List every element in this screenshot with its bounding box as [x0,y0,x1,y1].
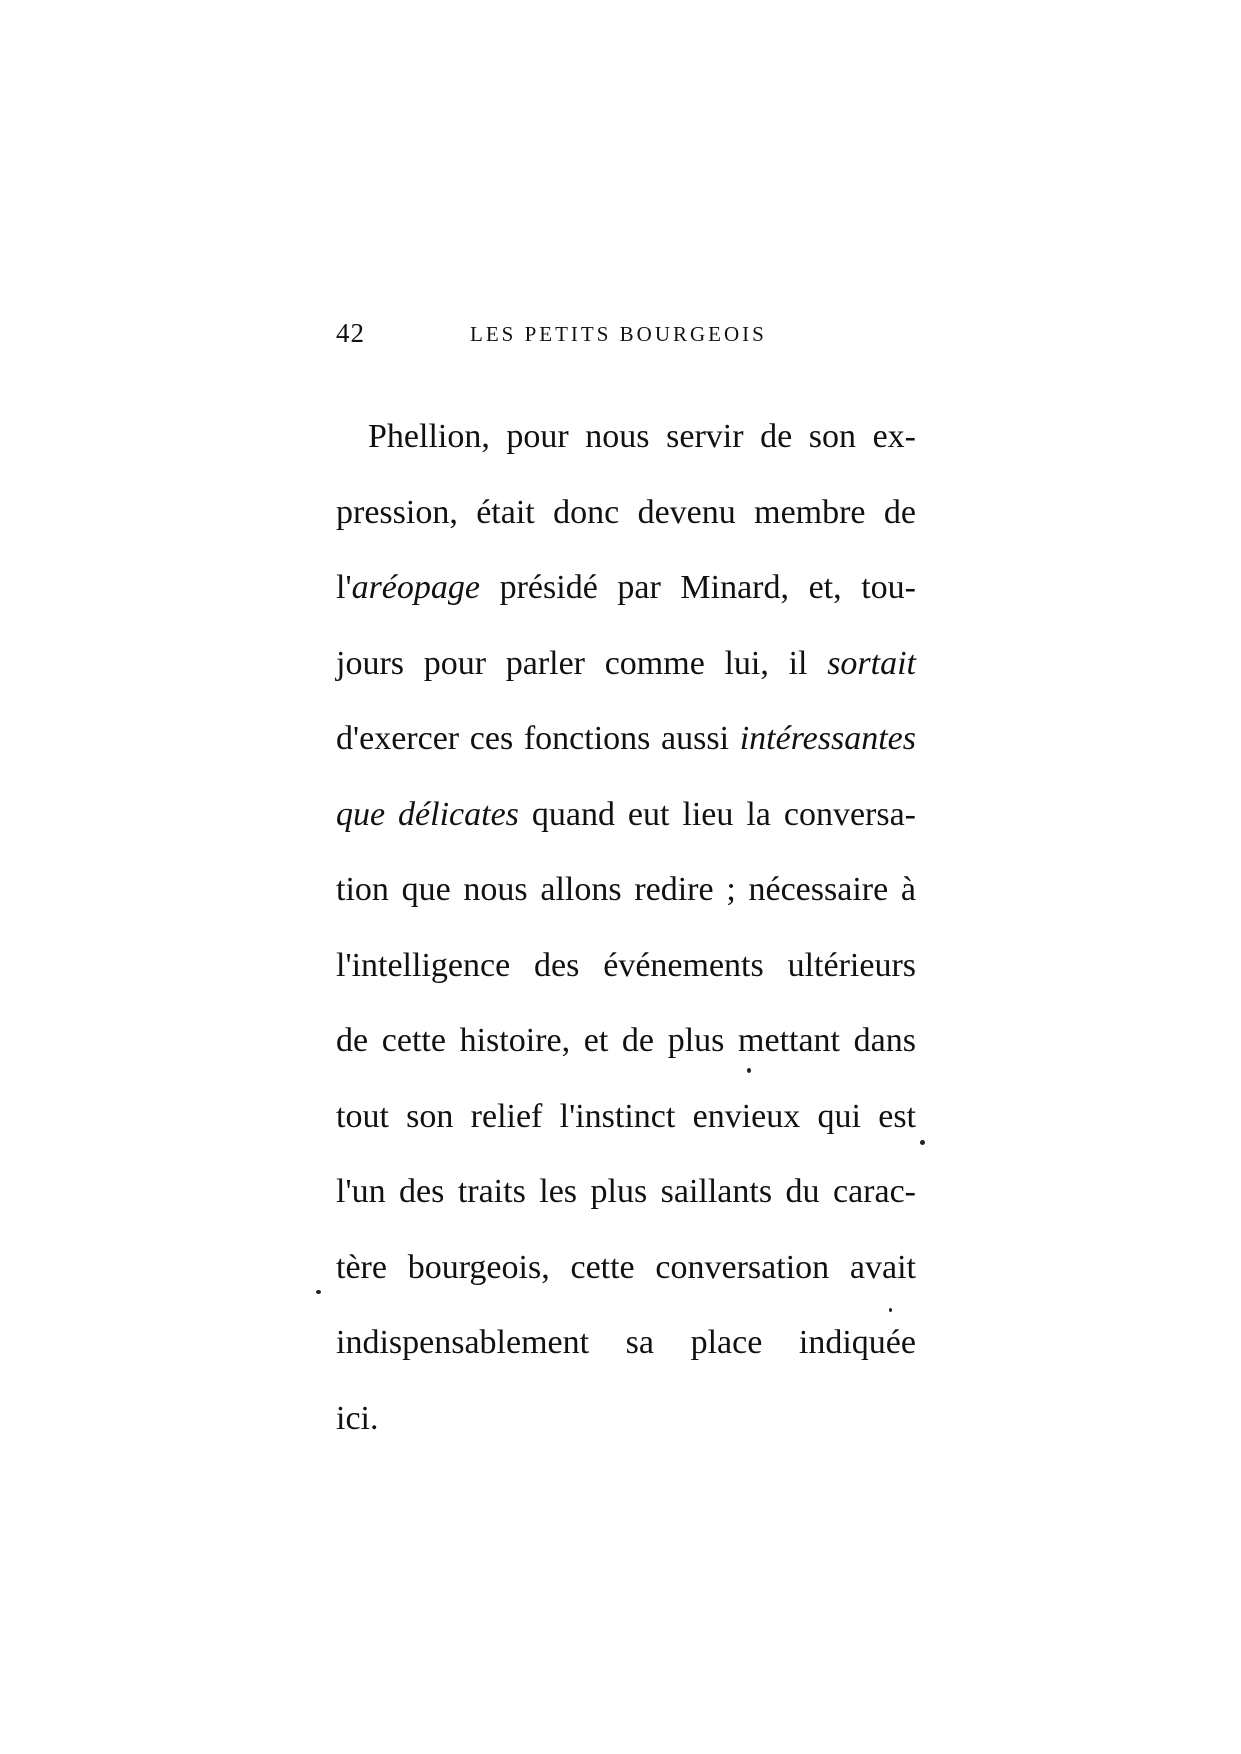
text-line-5: d'exercer ces fonctions aussi intéressantes [336,720,916,757]
body-text [336,404,916,1461]
print-speck [316,1290,321,1294]
text-line-1: Phellion, pour nous servir de son ex- [368,418,916,455]
text-line-9: de cette histoire, et de plus mettant dans [336,1022,916,1059]
italic-phrase: que délicates [336,795,519,833]
running-title: LES PETITS BOURGEOIS [470,322,767,346]
print-speck [889,1308,892,1312]
page-number: 42 [336,318,365,348]
italic-word: sortait [827,644,916,682]
text-line-13: indispensablement sa place indiquée [336,1324,916,1361]
text-line-2: pression, était donc devenu membre de [336,493,916,531]
text-line-6: que délicates quand eut lieu la conversa- [336,795,917,833]
print-speck [920,1140,925,1145]
text-line-8: l'intelligence des événements ultérieurs [336,946,916,984]
italic-word: intéressantes [739,720,916,757]
text-line-3: l'aréopage présidé par Minard, et, tou- [336,569,916,606]
text-line-14: ici. [336,1399,379,1437]
italic-word: aréopage [351,569,480,606]
text-line-7: tion que nous allons redire ; nécessaire à [336,871,916,908]
text-line-10: tout son relief l'instinct envieux qui est [336,1097,916,1135]
running-head [336,318,916,358]
text-line-12: tère bourgeois, cette conversation avait [336,1248,916,1286]
print-speck [747,1068,751,1073]
text-line-4: jours pour parler comme lui, il sortait [336,644,916,682]
text-line-11: l'un des traits les plus saillants du carac- [336,1173,916,1210]
